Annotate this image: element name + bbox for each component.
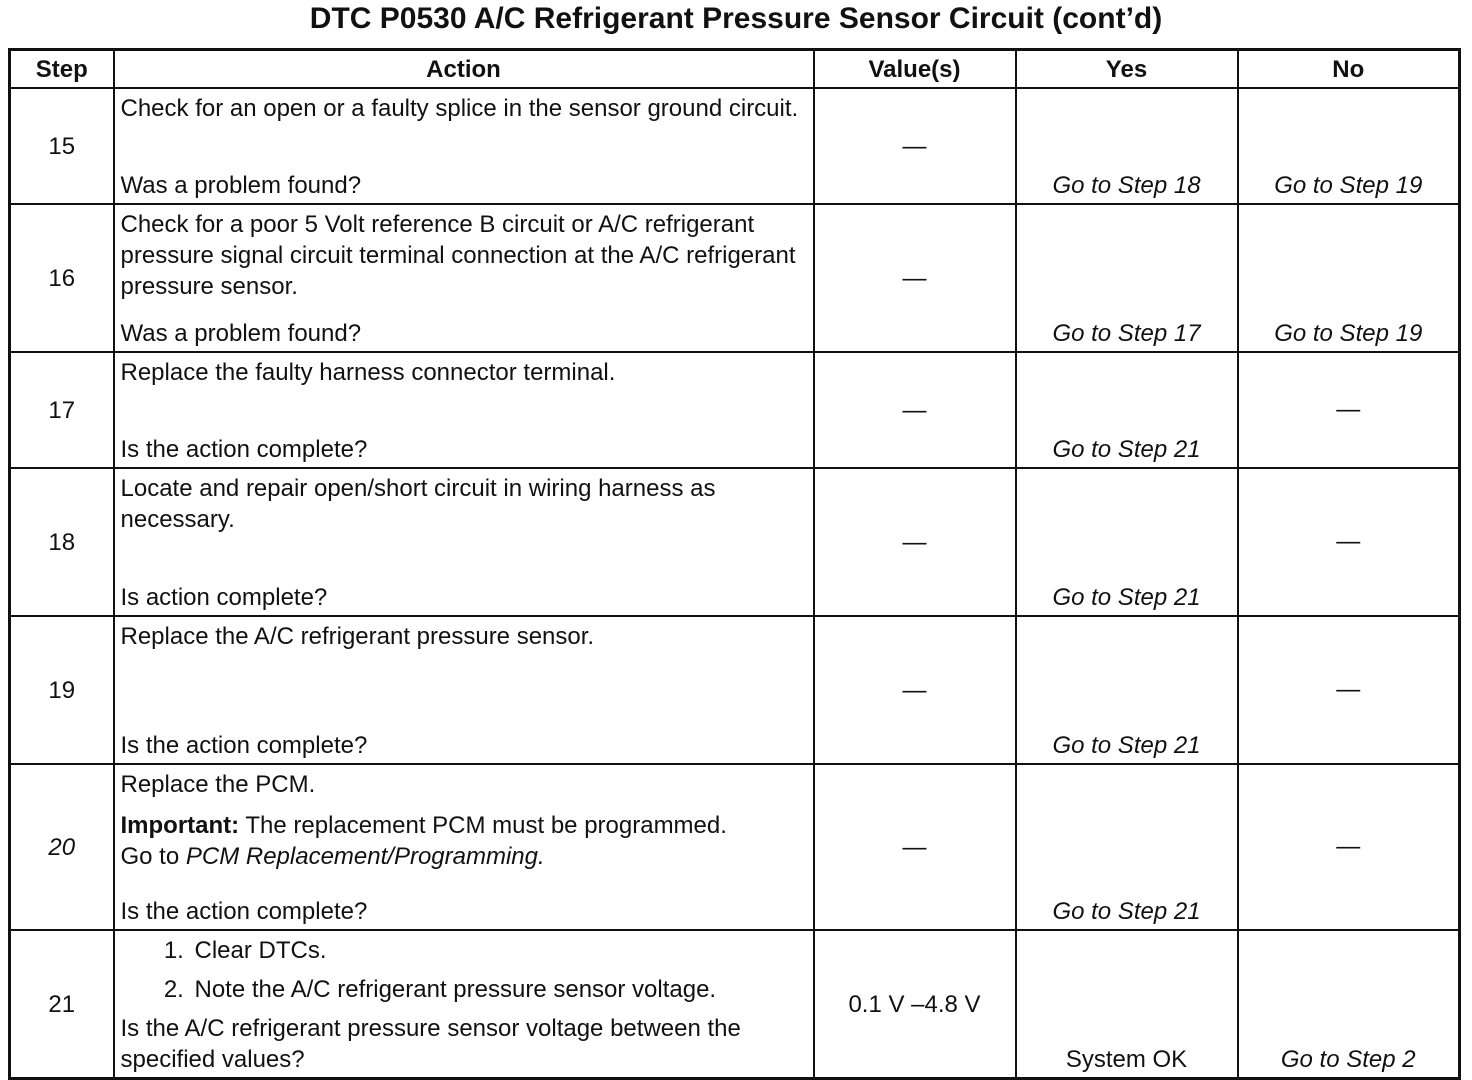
important-label: Important:: [120, 812, 240, 839]
action-question: Is the action complete?: [120, 898, 368, 925]
header-no: No: [1238, 50, 1460, 89]
no-cell: —: [1238, 764, 1460, 930]
no-cell: Go to Step 19: [1238, 88, 1460, 204]
action-cell: [114, 468, 814, 616]
step-number: 19: [10, 616, 114, 764]
header-action: Action: [114, 50, 814, 89]
action-question: Is action complete?: [120, 584, 328, 611]
yes-cell: Go to Step 21: [1016, 764, 1238, 930]
value-cell: —: [814, 204, 1016, 352]
action-text: Replace the PCM.: [120, 771, 316, 798]
action-list: [121, 935, 805, 1013]
value-cell: —: [814, 616, 1016, 764]
action-text: Replace the faulty harness connector terminal.: [120, 359, 616, 386]
action-question: Was a problem found?: [120, 320, 362, 347]
procedure-link[interactable]: PCM Replacement/Programming.: [185, 843, 545, 870]
table-row: [10, 88, 1460, 204]
header-yes: Yes: [1016, 50, 1238, 89]
action-cell: [114, 930, 814, 1079]
no-cell: Go to Step 2: [1238, 930, 1460, 1079]
yes-cell: Go to Step 21: [1016, 468, 1238, 616]
header-values: Value(s): [814, 50, 1016, 89]
action-cell: [114, 352, 814, 468]
action-text: Replace the A/C refrigerant pressure sensor.: [120, 623, 595, 650]
yes-cell: Go to Step 17: [1016, 204, 1238, 352]
step-number: 17: [10, 352, 114, 468]
list-item: 1. Clear DTCs.: [191, 935, 805, 966]
action-text: Check for an open or a faulty splice in the sensor ground circuit.: [120, 95, 799, 122]
value-cell: —: [814, 352, 1016, 468]
yes-cell: Go to Step 21: [1016, 352, 1238, 468]
important-text: The replacement PCM must be programmed.: [239, 812, 727, 839]
action-question: Is the A/C refrigerant pressure sensor voltage between the specified values?: [120, 1015, 741, 1073]
action-question: Is the action complete?: [120, 436, 368, 463]
step-number: 18: [10, 468, 114, 616]
no-cell: —: [1238, 468, 1460, 616]
diagnostic-table: [8, 48, 1461, 1080]
no-cell: Go to Step 19: [1238, 204, 1460, 352]
action-cell: [114, 204, 814, 352]
no-cell: —: [1238, 616, 1460, 764]
yes-cell: System OK: [1016, 930, 1238, 1079]
table-row: [10, 468, 1460, 616]
action-cell: [114, 616, 814, 764]
header-row: [10, 50, 1460, 89]
step-number: 20: [10, 764, 114, 930]
important-note: [121, 810, 805, 872]
step-number: 15: [10, 88, 114, 204]
table-row: [10, 930, 1460, 1079]
step-number: 21: [10, 930, 114, 1079]
goto-prefix: Go to: [120, 843, 186, 870]
step-number: 16: [10, 204, 114, 352]
list-item: 2. Note the A/C refrigerant pressure sensor voltage.: [191, 974, 805, 1005]
table-row: [10, 764, 1460, 930]
table-row: [10, 616, 1460, 764]
page-title: DTC P0530 A/C Refrigerant Pressure Sensor Circuit (cont’d): [309, 2, 1163, 35]
action-text: Check for a poor 5 Volt reference B circuit or A/C refrigerant pressure signal circuit terminal connection at the A/C refrigerant pressure sensor.: [120, 211, 796, 300]
value-cell: —: [814, 468, 1016, 616]
yes-cell: Go to Step 21: [1016, 616, 1238, 764]
action-question: Is the action complete?: [120, 732, 368, 759]
action-question: Was a problem found?: [120, 172, 362, 199]
no-cell: —: [1238, 352, 1460, 468]
value-cell: —: [814, 764, 1016, 930]
action-cell: [114, 88, 814, 204]
value-cell: 0.1 V –4.8 V: [814, 930, 1016, 1079]
table-row: [10, 204, 1460, 352]
action-cell: [114, 764, 814, 930]
header-step: Step: [10, 50, 114, 89]
value-cell: —: [814, 88, 1016, 204]
table-row: [10, 352, 1460, 468]
yes-cell: Go to Step 18: [1016, 88, 1238, 204]
action-text: Locate and repair open/short circuit in wiring harness as necessary.: [120, 475, 716, 533]
